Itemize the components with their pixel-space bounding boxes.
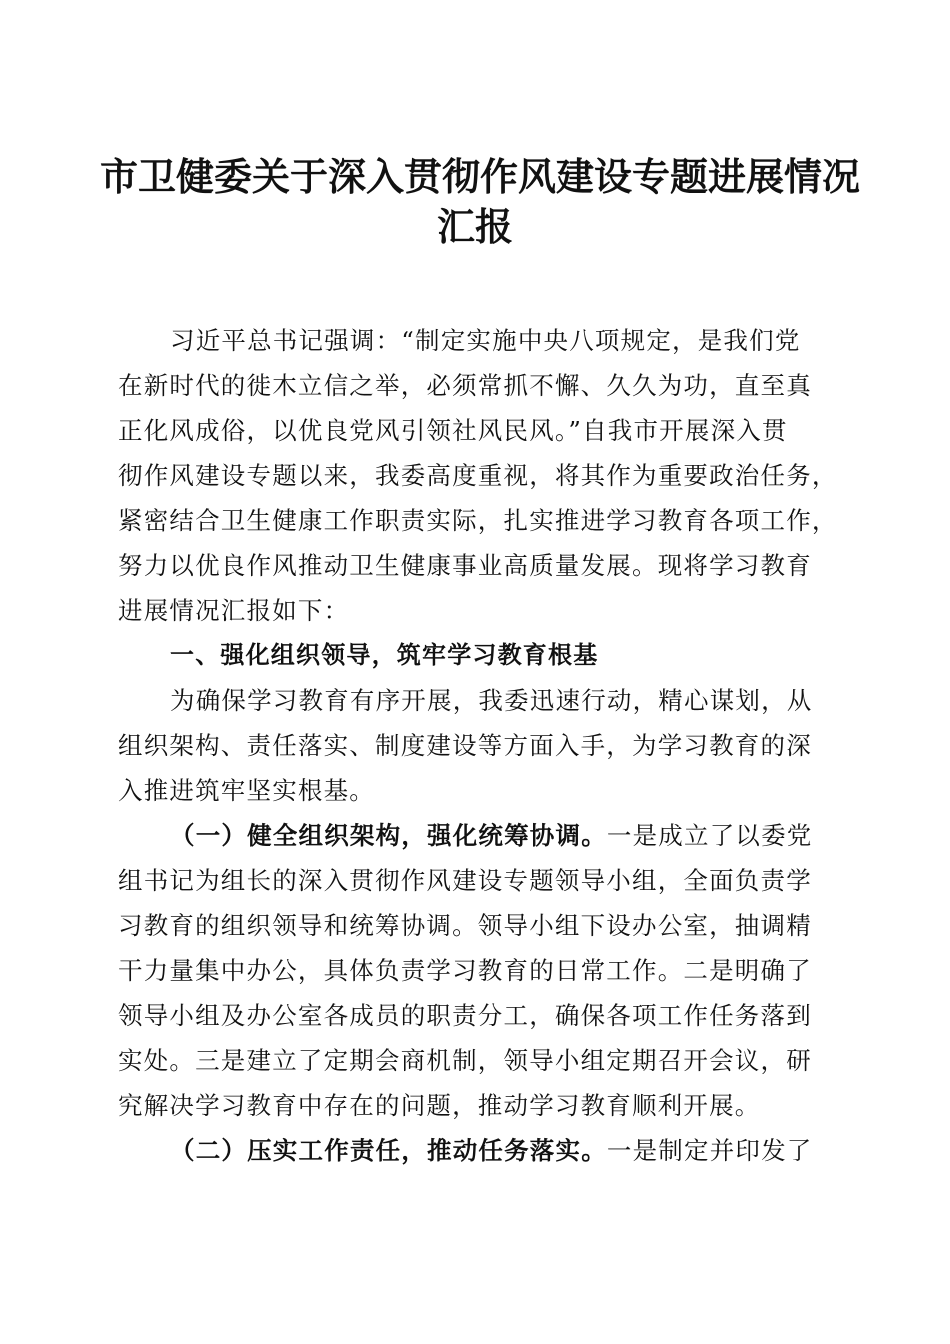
title-line-2: 汇报	[436, 204, 513, 249]
paragraph-line: 组书记为组长的深入贯彻作风建设专题领导小组，全面负责学	[118, 866, 812, 895]
paragraph-line	[118, 813, 828, 858]
document-title	[100, 152, 861, 252]
paragraph-text: 一是成立了以委党	[606, 821, 813, 850]
paragraph-text: 一是制定并印发了	[606, 1136, 813, 1165]
subsection-heading: （一）健全组织架构，强化统筹协调。	[170, 821, 607, 850]
paragraph-line: 领导小组及办公室各成员的职责分工，确保各项工作任务落到	[118, 1001, 812, 1030]
paragraph-line: 组织架构、责任落实、制度建设等方面入手，为学习教育的深	[118, 731, 812, 760]
title-line-1: 市卫健委关于深入贯彻作风建设专题进展情况	[100, 154, 861, 199]
document-body	[118, 318, 838, 1173]
paragraph-line: 干力量集中办公，具体负责学习教育的日常工作。二是明确了	[118, 956, 812, 985]
paragraph-line: 习教育的组织领导和统筹协调。领导小组下设办公室，抽调精	[118, 911, 812, 940]
paragraph-line: 实处。三是建立了定期会商机制，领导小组定期召开会议，研	[118, 1046, 812, 1075]
paragraph-line: 进展情况汇报如下：	[118, 596, 350, 625]
paragraph-line: 入推进筑牢坚实根基。	[118, 776, 375, 805]
section-heading: 一、强化组织领导，筑牢学习教育根基	[170, 641, 599, 669]
subsection-heading: （二）压实工作责任，推动任务落实。	[170, 1136, 607, 1165]
paragraph-line: 彻作风建设专题以来，我委高度重视，将其作为重要政治任务，	[118, 461, 838, 490]
paragraph-line: 为确保学习教育有序开展，我委迅速行动，精心谋划，从	[170, 686, 813, 715]
paragraph-line: 正化风成俗，以优良党风引领社风民风。”自我市开展深入贯	[118, 416, 788, 445]
paragraph-line: 努力以优良作风推动卫生健康事业高质量发展。现将学习教育	[118, 551, 812, 580]
paragraph-line: 紧密结合卫生健康工作职责实际，扎实推进学习教育各项工作，	[118, 506, 838, 535]
paragraph-line: 在新时代的徙木立信之举，必须常抓不懈、久久为功，直至真	[118, 371, 812, 400]
paragraph-line: 习近平总书记强调：“制定实施中央八项规定，是我们党	[170, 326, 801, 355]
paragraph-line	[118, 1128, 828, 1173]
paragraph-line: 究解决学习教育中存在的问题，推动学习教育顺利开展。	[118, 1091, 761, 1120]
